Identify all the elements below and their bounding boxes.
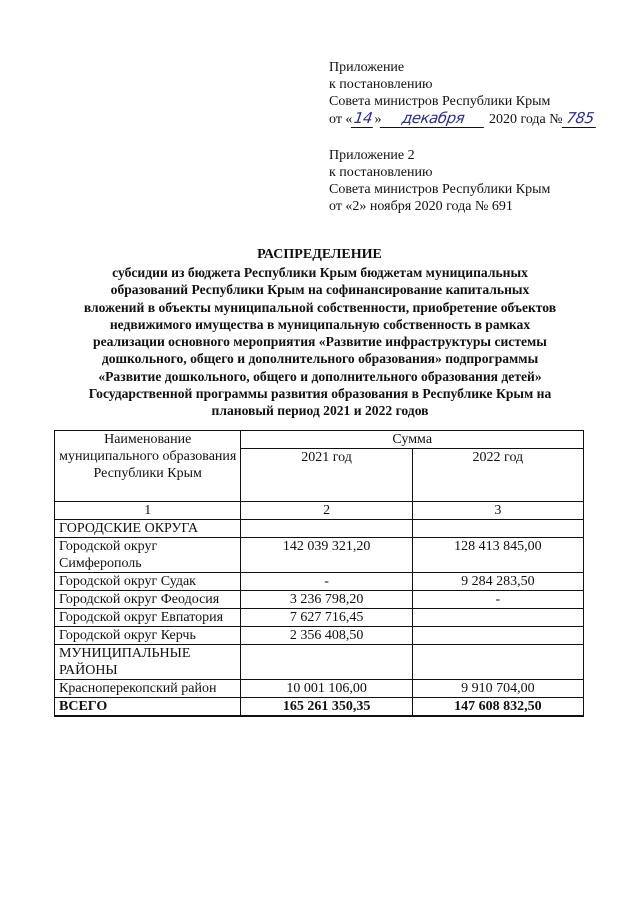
quote-close: » — [374, 112, 382, 127]
table-row — [55, 538, 584, 573]
subtitle-line: образований Республики Крым на софинансирование капитальных — [110, 282, 530, 298]
row-2022-cell: - — [412, 591, 583, 609]
row-2021-cell: 3 236 798,20 — [241, 591, 412, 609]
row-name-cell: ГОРОДСКИЕ ОКРУГА — [55, 520, 241, 538]
subtitle-line: вложений в объекты муниципальной собственности, приобретение объектов — [83, 299, 557, 315]
row-2022-cell: 9 910 704,00 — [412, 680, 583, 698]
appendix-label: Приложение — [329, 60, 405, 75]
appendix-council: Совета министров Республики Крым — [329, 182, 551, 197]
table-row — [55, 520, 584, 538]
header-sum-cell: Сумма — [241, 431, 584, 449]
row-2022-cell: 9 284 283,50 — [412, 573, 583, 591]
row-name-cell: Городской округ Судак — [55, 573, 241, 591]
row-name-cell: Красноперекопский район — [55, 680, 241, 698]
appendix-current-block — [329, 59, 597, 128]
row-2021-cell: 142 039 321,20 — [241, 538, 412, 573]
row-name-cell: Городской округ Феодосия — [55, 591, 241, 609]
subtitle-line: плановый период 2021 и 2022 годов — [211, 403, 429, 419]
subtitle-line: Государственной программы развития образования в Республике Крым на — [88, 386, 552, 402]
subtitle-line: реализации основного мероприятия «Развитие инфраструктуры системы — [93, 334, 547, 350]
row-2021-cell: 2 356 408,50 — [241, 627, 412, 645]
header-2021-cell: 2021 год — [241, 449, 412, 502]
row-2022-cell — [412, 627, 583, 645]
appendix-to-resolution: к постановлению — [329, 77, 433, 92]
table-row — [55, 591, 584, 609]
subtitle-line: «Развитие дошкольного, общего и дополнительного образования детей» — [98, 368, 542, 384]
handwritten-number: 785 — [561, 110, 598, 128]
column-numbers-row — [55, 502, 584, 520]
column-number-cell: 1 — [55, 502, 241, 520]
subtitle-line: недвижимого имущества в муниципальную собственность в рамках — [109, 316, 531, 332]
subtitle-line: субсидии из бюджета Республики Крым бюджетам муниципальных — [112, 265, 528, 280]
appendix-date-line — [329, 110, 597, 128]
handwritten-day: 14 — [351, 110, 376, 128]
appendix-label: Приложение 2 — [329, 148, 415, 163]
total-2022-cell: 147 608 832,50 — [412, 698, 583, 717]
total-label-cell: ВСЕГО — [55, 698, 241, 717]
date-prefix: от « — [329, 112, 353, 127]
table-total-row — [55, 698, 584, 717]
row-name-cell: Городской округ Евпатория — [55, 609, 241, 627]
appendix-council: Совета министров Республики Крым — [329, 94, 551, 109]
table-row — [55, 627, 584, 645]
handwritten-month: декабря — [380, 110, 487, 128]
row-2022-cell — [412, 645, 583, 680]
table-row — [55, 609, 584, 627]
row-2021-cell: 7 627 716,45 — [241, 609, 412, 627]
table-row — [55, 573, 584, 591]
row-2021-cell — [241, 645, 412, 680]
total-2021-cell: 165 261 350,35 — [241, 698, 412, 717]
row-2021-cell: 10 001 106,00 — [241, 680, 412, 698]
header-2022-cell: 2022 год — [412, 449, 583, 502]
document-title: РАСПРЕДЕЛЕНИЕ — [257, 247, 382, 262]
appendix-previous-block — [329, 147, 550, 215]
header-name-cell: Наименование муниципального образования Республики Крым — [55, 431, 241, 502]
appendix-to-resolution: к постановлению — [329, 165, 433, 180]
table-header-row — [55, 431, 584, 449]
row-2021-cell: - — [241, 573, 412, 591]
row-name-cell: МУНИЦИПАЛЬНЫЕ РАЙОНЫ — [55, 645, 241, 680]
row-2022-cell — [412, 520, 583, 538]
row-2022-cell — [412, 609, 583, 627]
year-text: 2020 года № — [485, 112, 563, 127]
appendix-date-line: от «2» ноября 2020 года № 691 — [329, 199, 513, 214]
subtitle-line: дошкольного, общего и дополнительного образования» подпрограммы — [101, 351, 539, 367]
row-2022-cell: 128 413 845,00 — [412, 538, 583, 573]
row-2021-cell — [241, 520, 412, 538]
row-name-cell: Городской округ Симферополь — [55, 538, 241, 573]
document-subtitle — [58, 264, 582, 420]
row-name-cell: Городской округ Керчь — [55, 627, 241, 645]
distribution-table — [54, 430, 584, 717]
table-row — [55, 680, 584, 698]
column-number-cell: 2 — [241, 502, 412, 520]
table-row — [55, 645, 584, 680]
column-number-cell: 3 — [412, 502, 583, 520]
